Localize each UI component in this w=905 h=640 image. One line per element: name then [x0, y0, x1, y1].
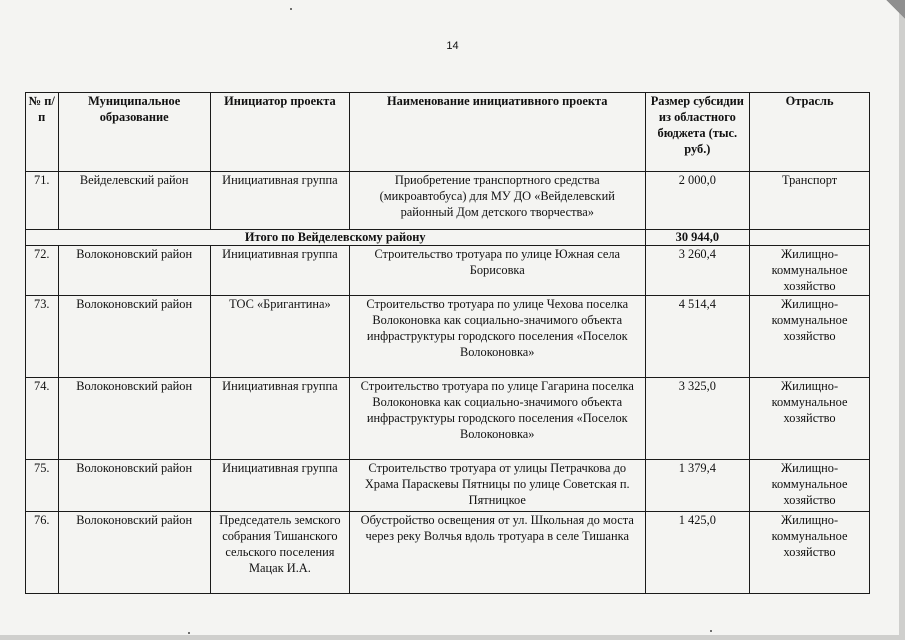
table-row — [26, 296, 870, 378]
cell-initiator: Инициативная группа — [210, 172, 349, 230]
cell-amount: 1 379,4 — [645, 460, 750, 512]
cell-project: Обустройство освещения от ул. Школьная до моста через реку Волчья вдоль тротуара в селе Тишанка — [349, 512, 645, 594]
table-row — [26, 246, 870, 296]
cell-sector: Жилищно-коммунальное хозяйство — [750, 460, 870, 512]
header-initiator: Инициатор проекта — [210, 93, 349, 172]
scan-speck — [710, 630, 712, 632]
table-row — [26, 378, 870, 460]
cell-initiator: Председатель земского собрания Тишанского сельского поселения Мацак И.А. — [210, 512, 349, 594]
cell-municipality: Вейделевский район — [58, 172, 210, 230]
total-amount: 30 944,0 — [645, 230, 750, 246]
cell-sector: Жилищно-коммунальное хозяйство — [750, 246, 870, 296]
total-empty-cell — [750, 230, 870, 246]
cell-initiator: Инициативная группа — [210, 246, 349, 296]
table-row — [26, 172, 870, 230]
header-project-name: Наименование инициативного проекта — [349, 93, 645, 172]
cell-sector: Жилищно-коммунальное хозяйство — [750, 512, 870, 594]
cell-project: Строительство тротуара по улице Чехова поселка Волоконовка как социально-значимого объекта инфраструктуры городского поселения «Поселок Волоконовка» — [349, 296, 645, 378]
projects-table — [25, 92, 870, 594]
cell-municipality: Волоконовский район — [58, 512, 210, 594]
cell-number: 72. — [26, 246, 59, 296]
table-row — [26, 460, 870, 512]
cell-municipality: Волоконовский район — [58, 460, 210, 512]
scan-corner-fold — [883, 0, 905, 20]
cell-sector: Жилищно-коммунальное хозяйство — [750, 378, 870, 460]
cell-project: Строительство тротуара по улице Южная села Борисовка — [349, 246, 645, 296]
cell-amount: 2 000,0 — [645, 172, 750, 230]
cell-municipality: Волоконовский район — [58, 246, 210, 296]
cell-amount: 1 425,0 — [645, 512, 750, 594]
cell-initiator: Инициативная группа — [210, 378, 349, 460]
cell-project: Строительство тротуара от улицы Петрачкова до Храма Параскевы Пятницы по улице Советская п. Пятницкое — [349, 460, 645, 512]
scan-speck — [290, 8, 292, 10]
total-row — [26, 230, 870, 246]
cell-sector: Жилищно-коммунальное хозяйство — [750, 296, 870, 378]
cell-amount: 3 325,0 — [645, 378, 750, 460]
cell-project: Приобретение транспортного средства (микроавтобуса) для МУ ДО «Вейделевский районный Дом детского творчества» — [349, 172, 645, 230]
cell-initiator: Инициативная группа — [210, 460, 349, 512]
scan-edge-right — [899, 0, 905, 640]
cell-initiator: ТОС «Бригантина» — [210, 296, 349, 378]
cell-number: 75. — [26, 460, 59, 512]
header-number: № п/п — [26, 93, 59, 172]
page-number: 14 — [446, 40, 459, 52]
scan-speck — [188, 632, 190, 634]
cell-amount: 3 260,4 — [645, 246, 750, 296]
cell-sector: Транспорт — [750, 172, 870, 230]
cell-number: 73. — [26, 296, 59, 378]
scan-edge-bottom — [0, 635, 905, 640]
cell-amount: 4 514,4 — [645, 296, 750, 378]
cell-municipality: Волоконовский район — [58, 296, 210, 378]
cell-number: 74. — [26, 378, 59, 460]
header-sector: Отрасль — [750, 93, 870, 172]
header-subsidy-amount: Размер субсидии из областного бюджета (тыс. руб.) — [645, 93, 750, 172]
cell-project: Строительство тротуара по улице Гагарина поселка Волоконовка как социально-значимого объекта инфраструктуры городского поселения «Поселок Волоконовка» — [349, 378, 645, 460]
total-label: Итого по Вейделевскому району — [26, 230, 646, 246]
table-row — [26, 512, 870, 594]
table-header-row — [26, 93, 870, 172]
header-municipality: Муниципальное образование — [58, 93, 210, 172]
cell-number: 71. — [26, 172, 59, 230]
cell-number: 76. — [26, 512, 59, 594]
cell-municipality: Волоконовский район — [58, 378, 210, 460]
